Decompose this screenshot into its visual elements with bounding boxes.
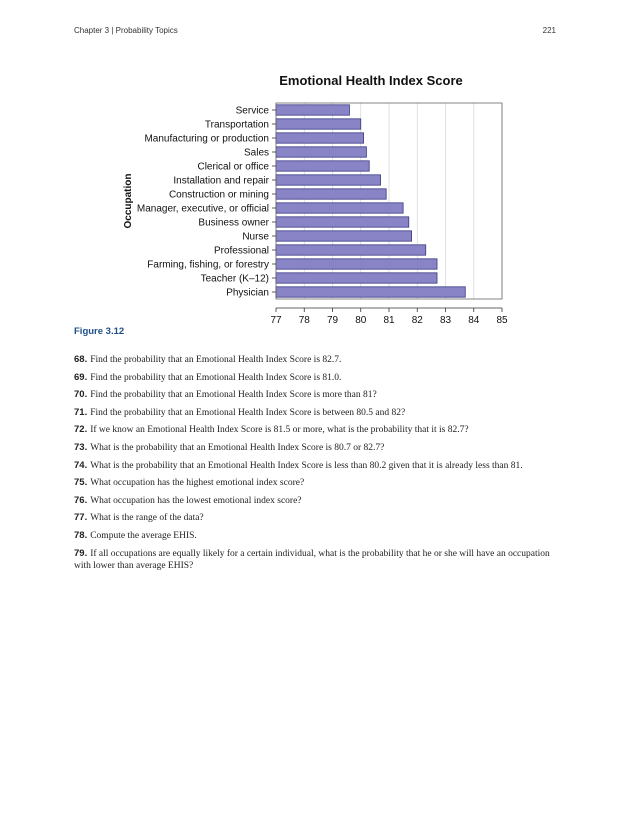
- category-label: Physician: [226, 287, 269, 299]
- figure-caption: Figure 3.12: [74, 326, 125, 337]
- category-label: Manager, executive, or official: [136, 203, 269, 215]
- question-text: If we know an Emotional Health Index Score is 81.5 or more, what is the probability that it is 82.7?: [90, 425, 469, 436]
- question-text: Find the probability that an Emotional Health Index Score is 81.0.: [90, 372, 342, 383]
- question-number: 73.: [74, 441, 88, 453]
- page-header: [74, 26, 556, 38]
- bar: [276, 105, 349, 115]
- question-item: [74, 530, 560, 542]
- question-text: What occupation has the lowest emotional index score?: [90, 495, 302, 506]
- question-item: [74, 372, 560, 384]
- category-label: Construction or mining: [168, 189, 269, 201]
- category-label: Nurse: [242, 231, 269, 243]
- question-number: 69.: [74, 371, 88, 383]
- category-label: Transportation: [204, 119, 269, 131]
- bar: [276, 287, 465, 297]
- question-text: What is the probability that an Emotional Health Index Score is less than 80.2 given that it is already less than 81.: [90, 460, 523, 471]
- question-item: [74, 460, 560, 472]
- grid-lines: [276, 103, 502, 299]
- bar: [276, 217, 409, 227]
- x-tick-label: 84: [468, 315, 480, 325]
- category-label: Service: [235, 105, 269, 117]
- question-text: Compute the average EHIS.: [90, 530, 197, 541]
- question-item: [74, 477, 560, 489]
- question-number: 75.: [74, 477, 88, 489]
- chapter-title: Chapter 3 | Probability Topics: [74, 26, 178, 35]
- question-number: 71.: [74, 406, 88, 418]
- question-item: [74, 548, 560, 572]
- bar: [276, 147, 366, 157]
- emotional-health-chart: [0, 60, 630, 325]
- category-label: Teacher (K–12): [200, 273, 269, 285]
- bar: [276, 259, 437, 269]
- category-label: Manufacturing or production: [144, 133, 269, 145]
- question-number: 72.: [74, 424, 88, 436]
- question-item: [74, 442, 560, 454]
- bar: [276, 203, 403, 213]
- question-list: [74, 354, 560, 577]
- x-tick-label: 85: [496, 315, 508, 325]
- question-number: 77.: [74, 512, 88, 524]
- x-tick-label: 82: [411, 315, 423, 325]
- x-tick-label: 78: [298, 315, 310, 325]
- bar: [276, 119, 361, 129]
- question-text: Find the probability that an Emotional Health Index Score is between 80.5 and 82?: [90, 407, 406, 418]
- question-item: [74, 389, 560, 401]
- question-text: Find the probability that an Emotional Health Index Score is more than 81?: [90, 390, 377, 401]
- bar: [276, 273, 437, 283]
- category-label: Farming, fishing, or forestry: [147, 259, 269, 271]
- question-number: 70.: [74, 389, 88, 401]
- question-text: What occupation has the highest emotional index score?: [90, 478, 305, 489]
- category-label: Business owner: [198, 217, 269, 229]
- question-number: 78.: [74, 529, 88, 541]
- category-label: Clerical or office: [197, 161, 269, 173]
- question-item: [74, 354, 560, 366]
- x-tick-label: 77: [270, 315, 282, 325]
- question-item: [74, 424, 560, 436]
- question-text: Find the probability that an Emotional Health Index Score is 82.7.: [90, 355, 342, 365]
- category-label: Sales: [243, 147, 269, 159]
- bar: [276, 133, 364, 143]
- question-number: 79.: [74, 547, 88, 559]
- page-number: 221: [542, 26, 556, 35]
- category-label: Professional: [213, 245, 269, 257]
- chart-title: Emotional Health Index Score: [279, 73, 463, 88]
- question-text: What is the range of the data?: [90, 513, 204, 524]
- question-item: [74, 495, 560, 507]
- category-label: Installation and repair: [173, 175, 269, 187]
- bar: [276, 245, 426, 255]
- x-tick-label: 79: [326, 315, 339, 325]
- x-tick-label: 80: [355, 315, 367, 325]
- y-axis-label: Occupation: [123, 173, 134, 229]
- question-text: If all occupations are equally likely for a certain individual, what is the probability that he or she will have an occupation with lower than average EHIS?: [74, 548, 550, 571]
- question-number: 74.: [74, 459, 88, 471]
- bar: [276, 175, 381, 185]
- question-text: What is the probability that an Emotional Health Index Score is 80.7 or 82.7?: [90, 442, 385, 453]
- question-item: [74, 512, 560, 524]
- bar: [276, 189, 386, 199]
- question-number: 76.: [74, 494, 88, 506]
- bar: [276, 161, 369, 171]
- x-tick-label: 83: [439, 315, 452, 325]
- question-item: [74, 407, 560, 419]
- x-tick-label: 81: [383, 315, 395, 325]
- question-number: 68.: [74, 354, 88, 365]
- bar: [276, 231, 412, 241]
